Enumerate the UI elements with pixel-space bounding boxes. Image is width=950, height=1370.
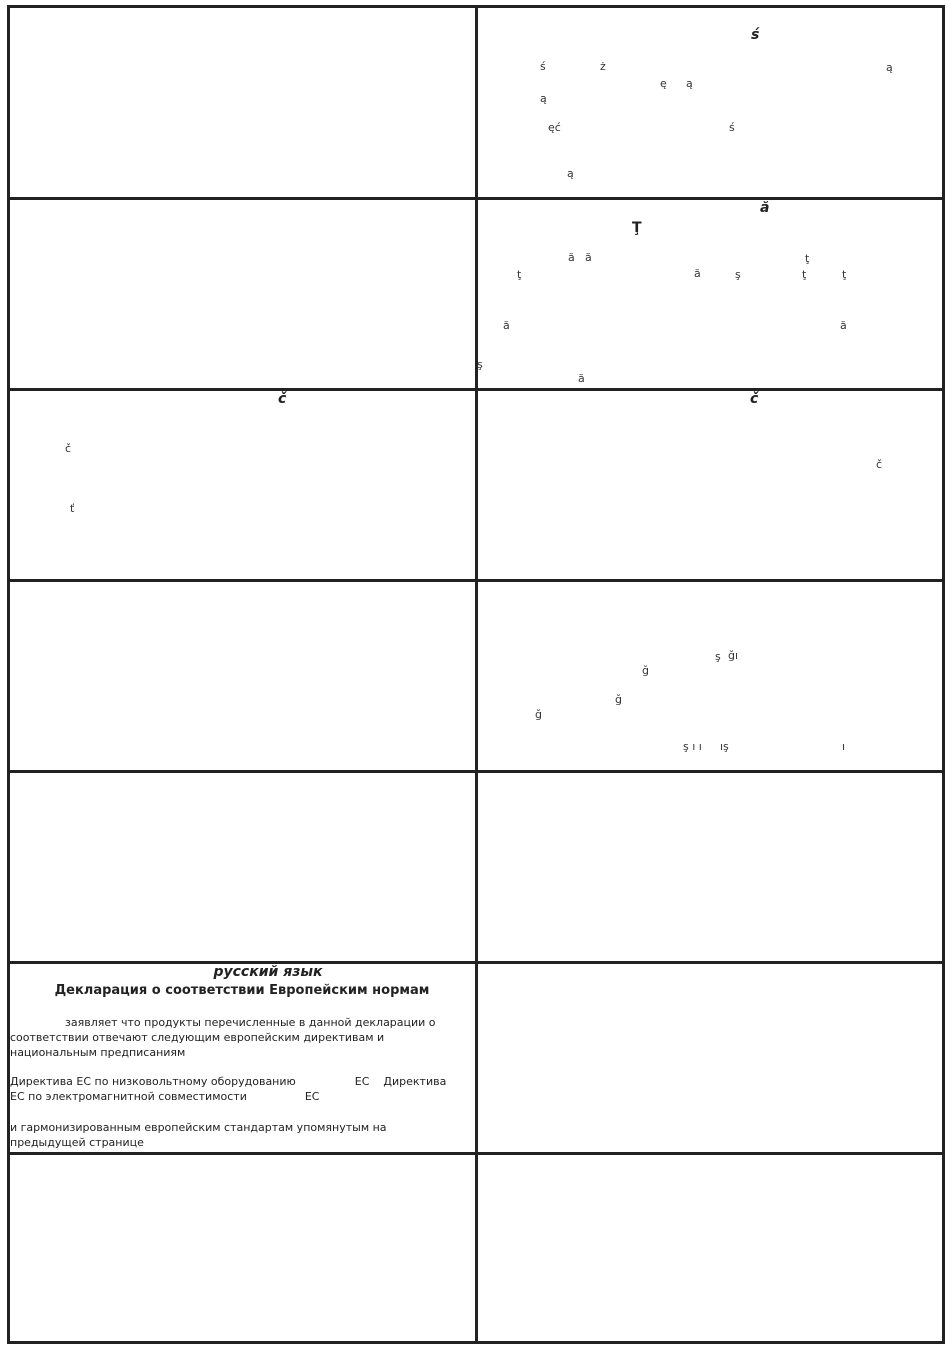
glyph: ă (840, 319, 847, 332)
glyph: ış (720, 740, 729, 753)
glyph: ś (729, 121, 735, 134)
glyph: ă (694, 267, 701, 280)
glyph: ă (578, 372, 585, 385)
glyph: ţ (805, 252, 810, 265)
cell-title-glyph: č (750, 391, 759, 407)
standards-paragraph (10, 1120, 470, 1150)
glyph: ą (567, 167, 574, 180)
glyph: ă (503, 319, 510, 332)
glyph: ę (660, 77, 667, 90)
glyph: ť (70, 502, 75, 515)
cell-title-glyph: ś (751, 27, 760, 43)
cell-title-glyph: ă (760, 200, 770, 216)
glyph: č (876, 458, 883, 471)
glyph: ą (686, 77, 693, 90)
glyph: ś (540, 60, 546, 73)
paragraph-line: заявляет что продукты перечисленные в данной декларации о (65, 1016, 436, 1029)
paragraph-line: и гармонизированным европейским стандартам упомянутым на (10, 1121, 387, 1134)
glyph: ęć (548, 121, 561, 134)
glyph: ż (600, 60, 606, 73)
directives-paragraph (10, 1074, 470, 1104)
column-divider (475, 8, 478, 1341)
glyph: č (65, 442, 72, 455)
cell-subtitle-glyph: Ţ (632, 220, 642, 236)
declaration-paragraph (10, 1015, 470, 1060)
glyph: ğ (615, 693, 622, 706)
directive-emc: ЕС по электромагнитной совместимости (10, 1090, 247, 1103)
glyph: ă (568, 251, 575, 264)
cell-title-glyph: č (278, 391, 287, 407)
paragraph-line: соответствии отвечают следующим европейским директивам и (10, 1031, 385, 1044)
directive-lvd: Директива ЕС по низковольтному оборудованию (10, 1075, 296, 1088)
language-heading: русский язык (213, 964, 323, 980)
glyph: ş (735, 268, 741, 281)
glyph: ţ (842, 268, 847, 281)
directive-label: Директива (383, 1075, 447, 1088)
glyph: ă (585, 251, 592, 264)
glyph: ğ (642, 664, 649, 677)
paragraph-line: национальным предписаниям (10, 1046, 186, 1059)
directive-emc-ec: ЕС (304, 1090, 320, 1103)
glyph: ţ (517, 268, 522, 281)
glyph: ş (477, 358, 483, 371)
directive-lvd-ec: ЕС (354, 1075, 370, 1088)
glyph: ğı (728, 649, 739, 662)
declaration-title: Декларация о соответствии Европейским нормам (54, 983, 430, 998)
glyph: ą (886, 61, 893, 74)
glyph: ţ (802, 268, 807, 281)
glyph: ğ (535, 708, 542, 721)
glyph: ą (540, 92, 547, 105)
glyph: ı (842, 740, 846, 753)
glyph: ş (715, 650, 721, 663)
glyph: ş ı ı (683, 740, 702, 753)
paragraph-line: предыдущей странице (10, 1136, 144, 1149)
